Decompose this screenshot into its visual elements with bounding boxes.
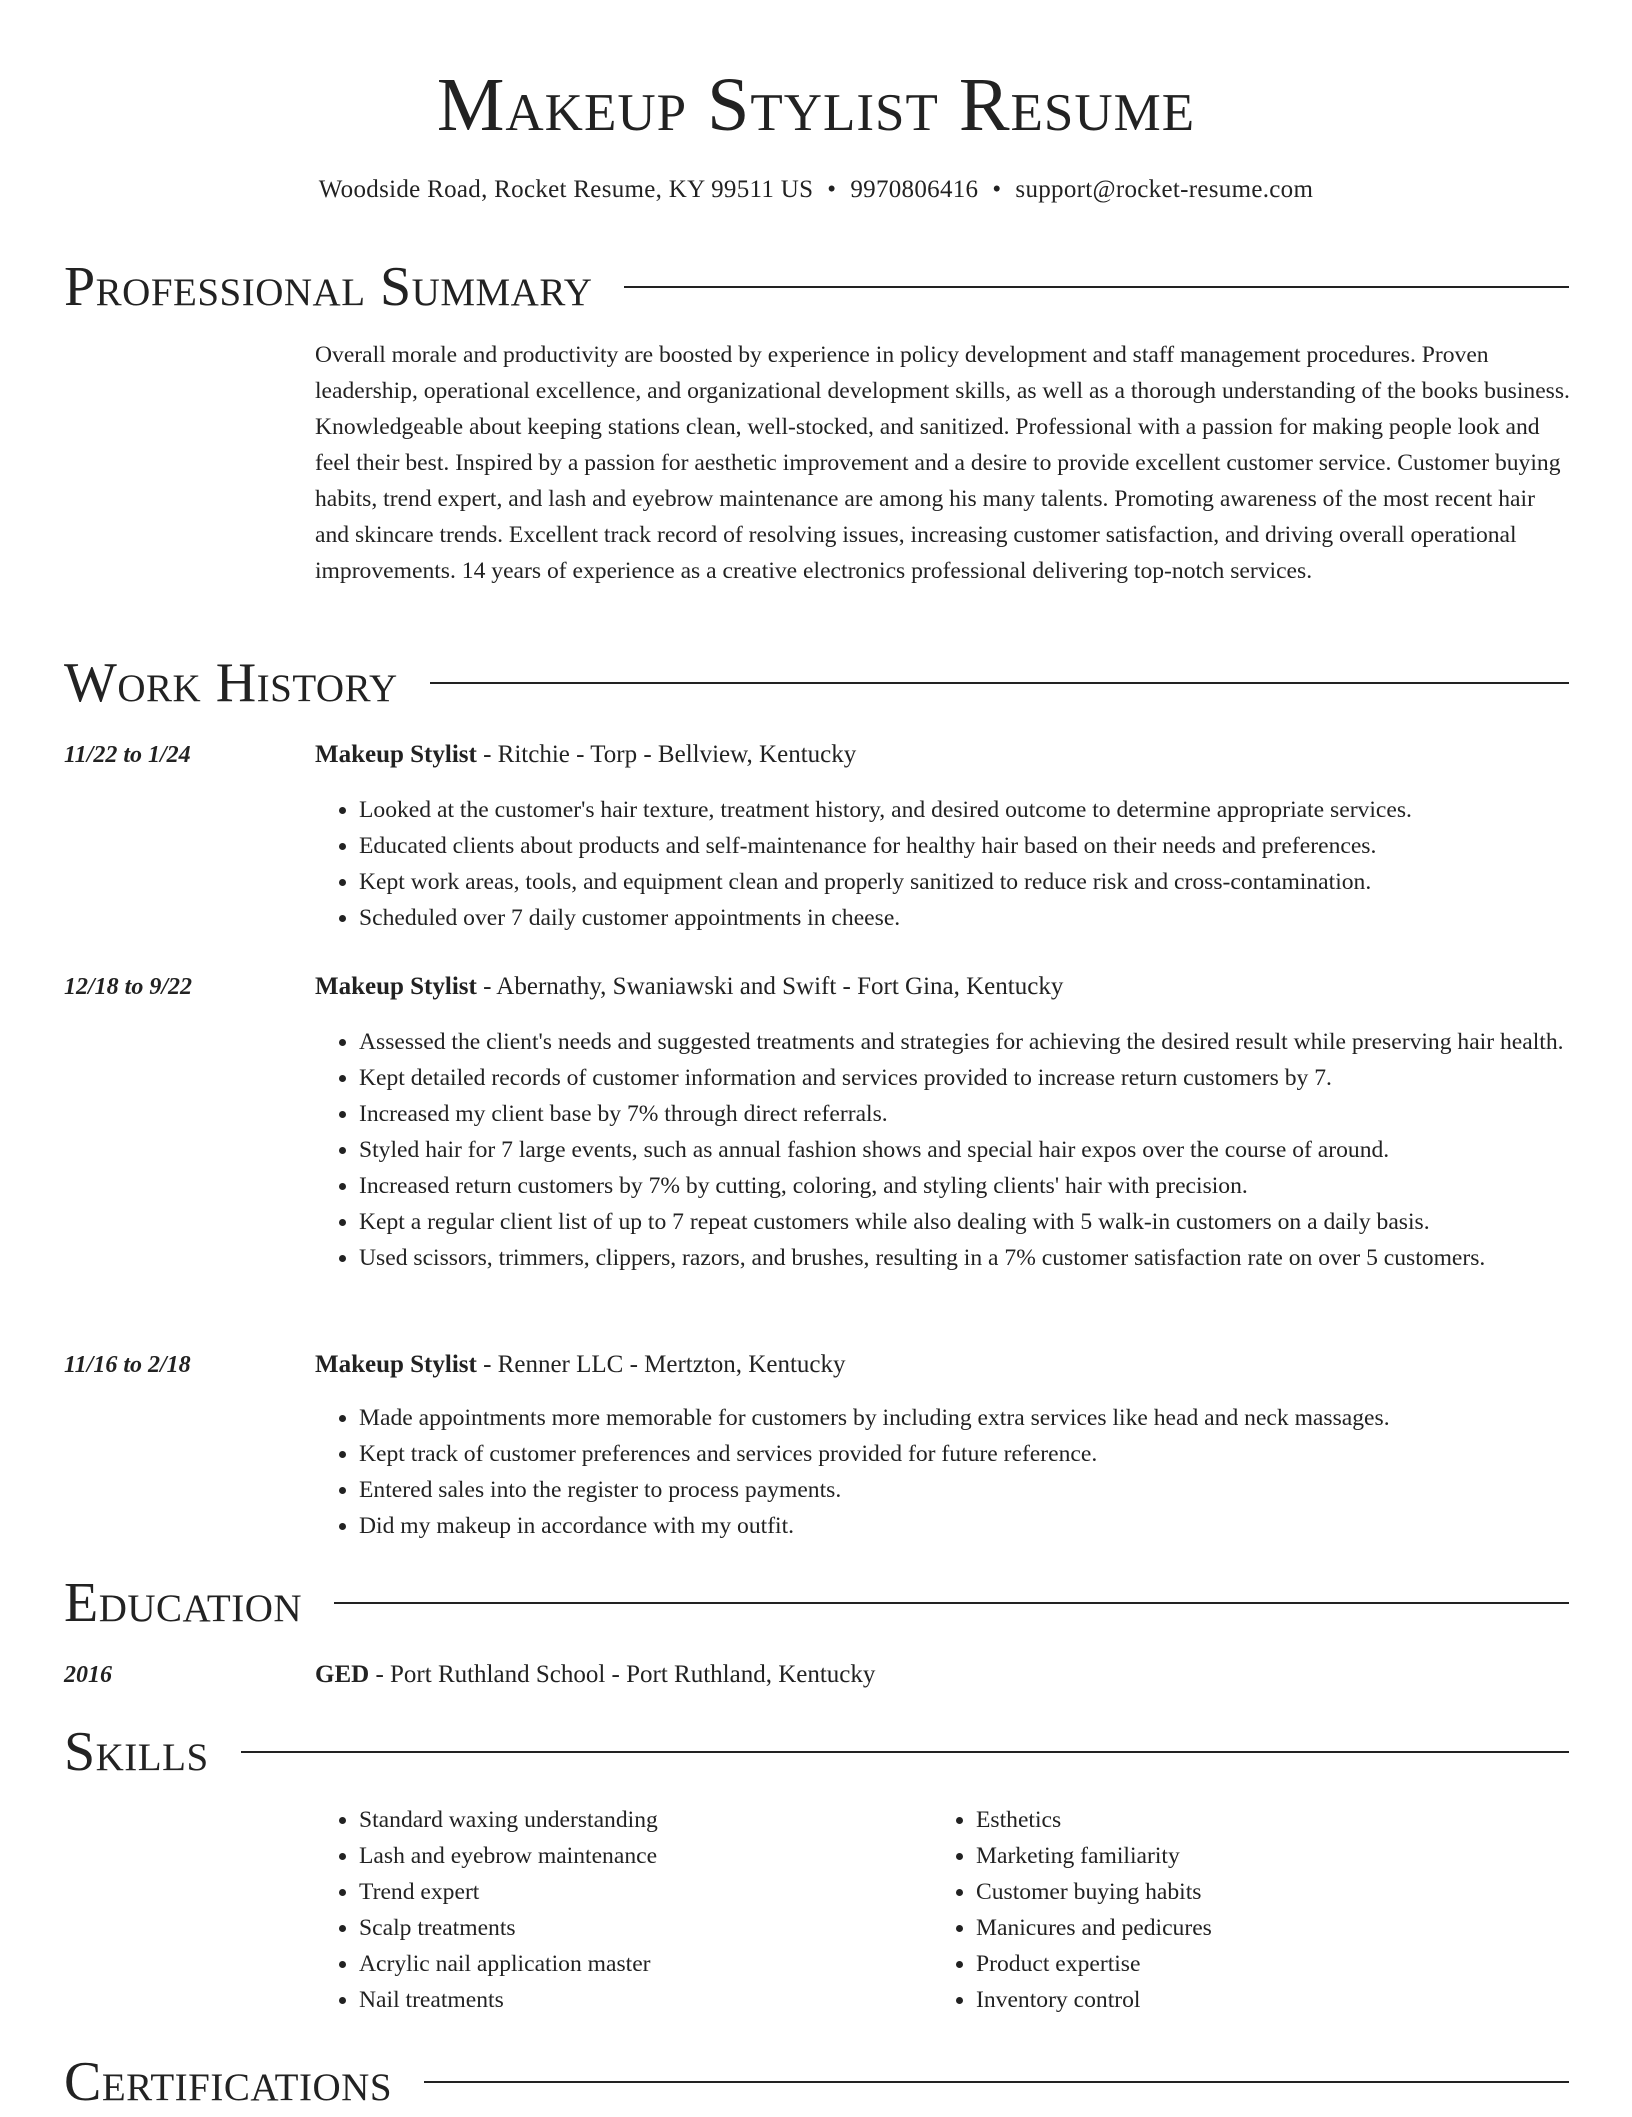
skill-item: • Acrylic nail application master xyxy=(359,1946,875,1982)
skill-item: • Nail treatments xyxy=(359,1982,875,2018)
section-title-work: Work History xyxy=(64,652,398,714)
section-title-skills: Skills xyxy=(64,1721,209,1783)
job-details: - Abernathy, Swaniawski and Swift - Fort Gina, Kentucky xyxy=(476,973,1064,1000)
list-item: • Used scissors, trimmers, clippers, razors, and brushes, resulting in a 7% customer satisfaction rate on over 5 customers. xyxy=(359,1240,1575,1276)
contact-separator: • xyxy=(827,176,837,203)
job-heading xyxy=(315,1347,845,1383)
list-item: • Educated clients about products and self-maintenance for healthy hair based on their needs and preferences. xyxy=(359,828,1575,864)
list-item: • Looked at the customer's hair texture, treatment history, and desired outcome to determine appropriate services. xyxy=(359,792,1575,828)
section-divider xyxy=(424,2081,1569,2083)
job-bullets xyxy=(315,792,1575,936)
list-item: • Scheduled over 7 daily customer appointments in cheese. xyxy=(359,900,1575,936)
skill-item: • Trend expert xyxy=(359,1874,875,1910)
skill-item: • Standard waxing understanding xyxy=(359,1802,875,1838)
contact-address: Woodside Road, Rocket Resume, KY 99511 US xyxy=(318,176,814,203)
list-item: • Kept track of customer preferences and services provided for future reference. xyxy=(359,1436,1575,1472)
list-item: • Entered sales into the register to process payments. xyxy=(359,1472,1575,1508)
skill-item: • Inventory control xyxy=(976,1982,1492,2018)
section-divider xyxy=(430,682,1569,684)
section-title-summary: Professional Summary xyxy=(64,256,593,318)
job-dates: 11/16 to 2/18 xyxy=(64,1352,191,1378)
education-heading xyxy=(315,1657,875,1693)
skill-item: • Marketing familiarity xyxy=(976,1838,1492,1874)
section-divider xyxy=(624,286,1569,288)
section-title-certifications: Certifications xyxy=(64,2051,393,2113)
skill-item: • Manicures and pedicures xyxy=(976,1910,1492,1946)
list-item: • Kept detailed records of customer information and services provided to increase return customers by 7. xyxy=(359,1060,1575,1096)
list-item: • Did my makeup in accordance with my outfit. xyxy=(359,1508,1575,1544)
job-details: - Ritchie - Torp - Bellview, Kentucky xyxy=(476,741,857,768)
job-bullets xyxy=(315,1400,1575,1544)
section-header-summary xyxy=(64,252,1569,322)
section-header-work xyxy=(64,648,1569,718)
skill-item: • Lash and eyebrow maintenance xyxy=(359,1838,875,1874)
education-year: 2016 xyxy=(64,1662,112,1688)
skill-item: • Product expertise xyxy=(976,1946,1492,1982)
list-item: • Assessed the client's needs and suggested treatments and strategies for achieving the desired result while preserving hair health. xyxy=(359,1024,1575,1060)
list-item: • Styled hair for 7 large events, such as annual fashion shows and special hair expos over the course of around. xyxy=(359,1132,1575,1168)
list-item: • Kept a regular client list of up to 7 repeat customers while also dealing with 5 walk-in customers on a daily basis. xyxy=(359,1204,1575,1240)
list-item: • Made appointments more memorable for customers by including extra services like head and neck massages. xyxy=(359,1400,1575,1436)
education-details: - Port Ruthland School - Port Ruthland, Kentucky xyxy=(369,1661,876,1688)
job-title: Makeup Stylist xyxy=(315,1351,477,1378)
section-header-certifications xyxy=(64,2047,1569,2117)
skills-list-left xyxy=(315,1802,875,2018)
job-bullets xyxy=(315,1024,1575,1276)
skill-item: • Customer buying habits xyxy=(976,1874,1492,1910)
section-divider xyxy=(241,1751,1569,1753)
job-title: Makeup Stylist xyxy=(315,741,477,768)
contact-email: support@rocket-resume.com xyxy=(1015,176,1314,203)
education-degree: GED xyxy=(315,1661,370,1688)
job-heading xyxy=(315,969,1063,1005)
contact-separator: • xyxy=(992,176,1002,203)
job-heading xyxy=(315,737,856,773)
section-header-skills xyxy=(64,1717,1569,1787)
job-dates: 12/18 to 9/22 xyxy=(64,974,193,1000)
section-title-education: Education xyxy=(64,1572,303,1634)
list-item: • Kept work areas, tools, and equipment clean and properly sanitized to reduce risk and cross-contamination. xyxy=(359,864,1575,900)
skill-item: • Scalp treatments xyxy=(359,1910,875,1946)
contact-phone: 9970806416 xyxy=(850,176,979,203)
list-item: • Increased my client base by 7% through direct referrals. xyxy=(359,1096,1575,1132)
job-details: - Renner LLC - Mertzton, Kentucky xyxy=(476,1351,846,1378)
skills-list-right xyxy=(932,1802,1492,2018)
section-header-education xyxy=(64,1568,1569,1638)
summary-text: Overall morale and productivity are boosted by experience in policy development and staff management procedures. Proven leadership, operational excellence, and organizational development skills, as well as a thorough understanding of the books business. Knowledgeable about keeping stations clean, well-stocked, and sanitized. Professional with a passion for making people look and feel their best. Inspired by a passion for aesthetic improvement and a desire to provide excellent customer service. Customer buying habits, trend expert, and lash and eyebrow maintenance are among his many talents. Promoting awareness of the most recent hair and skincare trends. Excellent track record of resolving issues, increasing customer satisfaction, and driving overall operational improvements. 14 years of experience as a creative electronics professional delivering top-notch services. xyxy=(315,342,1570,584)
job-dates: 11/22 to 1/24 xyxy=(64,742,191,768)
contact-line xyxy=(0,172,1632,208)
resume-title: Makeup Stylist Resume xyxy=(436,63,1196,147)
list-item: • Increased return customers by 7% by cutting, coloring, and styling clients' hair with precision. xyxy=(359,1168,1575,1204)
job-title: Makeup Stylist xyxy=(315,973,477,1000)
skill-item: • Esthetics xyxy=(976,1802,1492,1838)
section-divider xyxy=(334,1602,1569,1604)
